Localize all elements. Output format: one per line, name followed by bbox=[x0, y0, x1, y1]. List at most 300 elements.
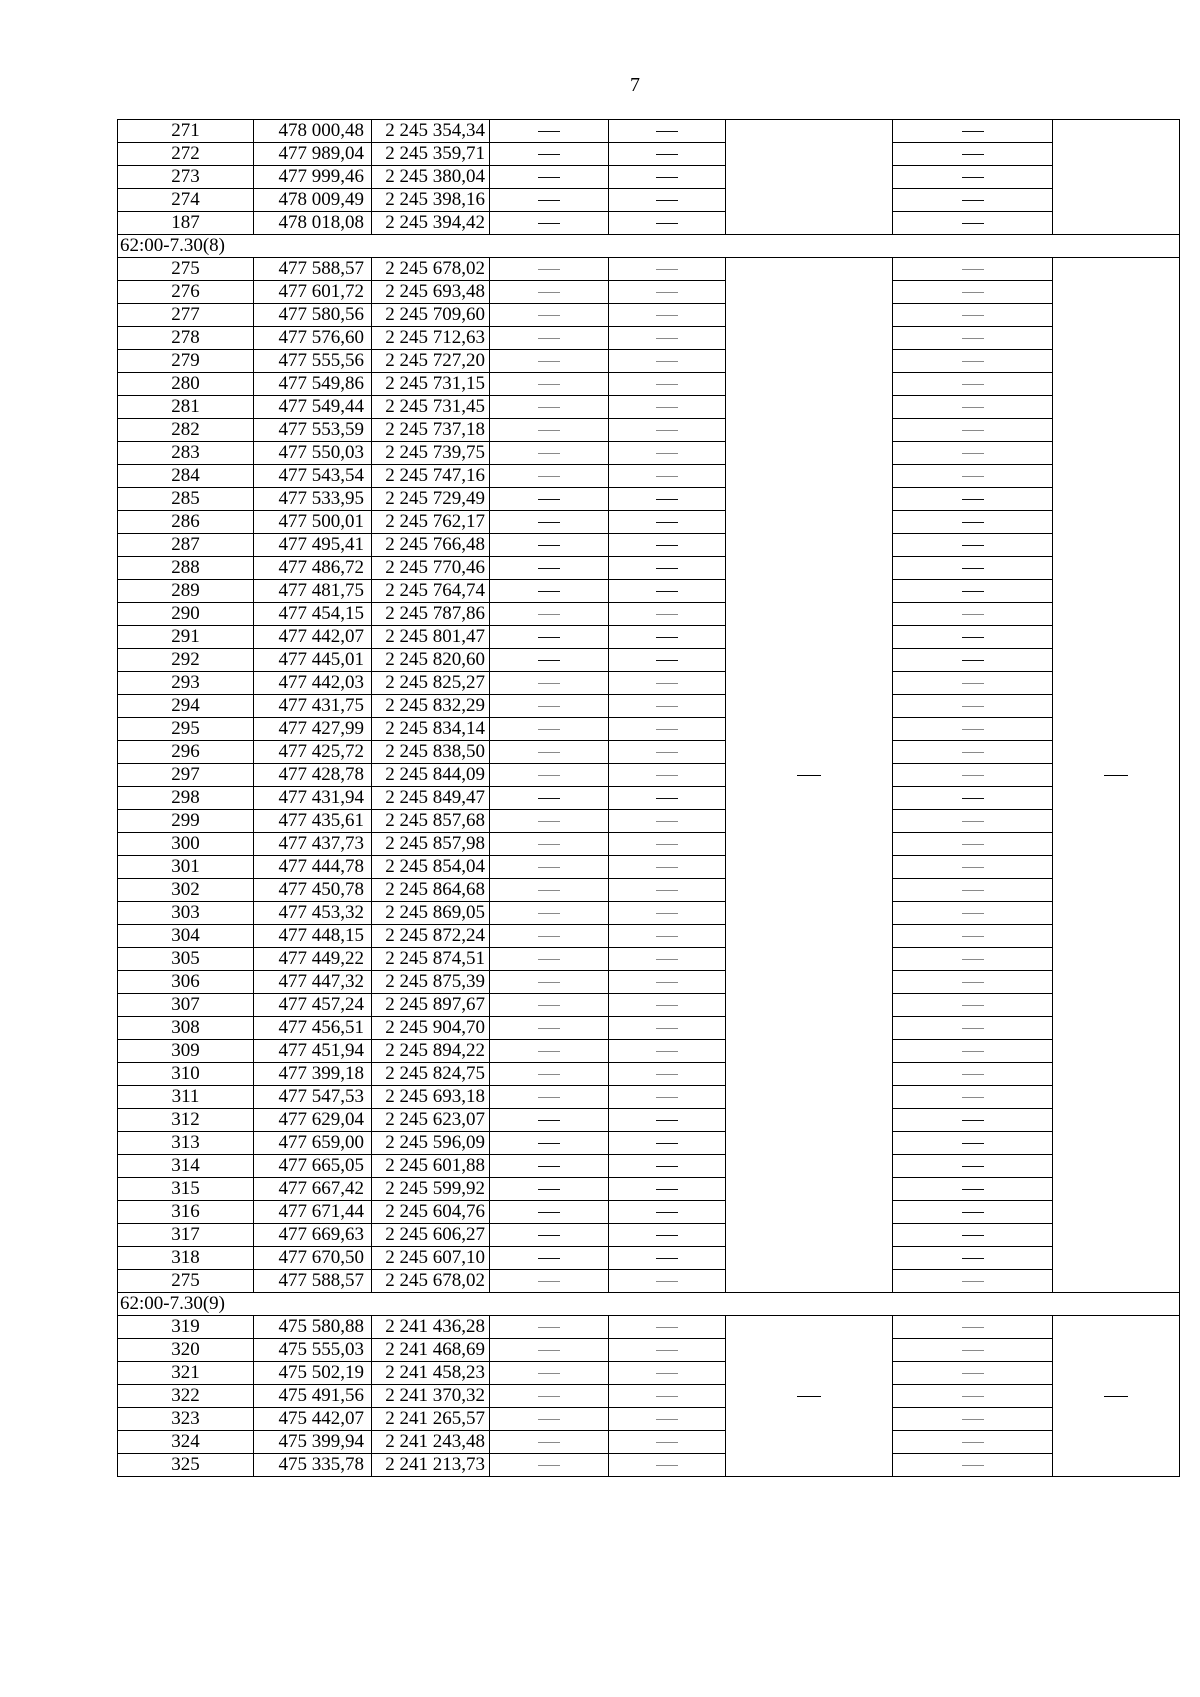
dash-mark bbox=[656, 568, 678, 569]
dash-mark bbox=[538, 338, 560, 339]
col7-dash bbox=[893, 350, 1053, 373]
dash-mark bbox=[656, 637, 678, 638]
col5-dash bbox=[609, 1063, 726, 1086]
col5-dash bbox=[609, 672, 726, 695]
coord-y: 2 245 770,46 bbox=[372, 557, 490, 580]
col4-dash bbox=[490, 327, 609, 350]
coord-x: 475 442,07 bbox=[254, 1408, 372, 1431]
coord-x: 477 437,73 bbox=[254, 833, 372, 856]
dash-mark bbox=[656, 407, 678, 408]
dash-mark bbox=[656, 131, 678, 132]
coord-x: 477 601,72 bbox=[254, 281, 372, 304]
dash-mark bbox=[538, 131, 560, 132]
point-number: 278 bbox=[118, 327, 254, 350]
coord-x: 477 435,61 bbox=[254, 810, 372, 833]
coord-x: 477 999,46 bbox=[254, 166, 372, 189]
point-number: 277 bbox=[118, 304, 254, 327]
dash-mark bbox=[656, 1005, 678, 1006]
dash-mark bbox=[538, 1051, 560, 1052]
coord-x: 477 533,95 bbox=[254, 488, 372, 511]
dash-mark bbox=[656, 982, 678, 983]
col7-dash bbox=[893, 511, 1053, 534]
point-number: 272 bbox=[118, 143, 254, 166]
table-row bbox=[118, 396, 1180, 419]
col4-dash bbox=[490, 902, 609, 925]
dash-mark bbox=[538, 706, 560, 707]
col7-dash bbox=[893, 971, 1053, 994]
coord-x: 475 491,56 bbox=[254, 1385, 372, 1408]
col4-dash bbox=[490, 396, 609, 419]
coord-x: 477 447,32 bbox=[254, 971, 372, 994]
table-row bbox=[118, 1086, 1180, 1109]
dash-mark bbox=[538, 1120, 560, 1121]
point-number: 308 bbox=[118, 1017, 254, 1040]
coord-y: 2 245 904,70 bbox=[372, 1017, 490, 1040]
merged-col6 bbox=[726, 120, 893, 235]
coord-x: 477 425,72 bbox=[254, 741, 372, 764]
col7-dash bbox=[893, 1408, 1053, 1431]
dash-mark bbox=[962, 1005, 984, 1006]
point-number: 282 bbox=[118, 419, 254, 442]
dash-mark bbox=[656, 913, 678, 914]
dash-mark bbox=[656, 1235, 678, 1236]
col5-dash bbox=[609, 787, 726, 810]
col4-dash bbox=[490, 718, 609, 741]
point-number: 187 bbox=[118, 212, 254, 235]
dash-mark bbox=[962, 890, 984, 891]
coord-y: 2 245 894,22 bbox=[372, 1040, 490, 1063]
dash-mark bbox=[962, 384, 984, 385]
dash-mark bbox=[656, 1166, 678, 1167]
dash-mark bbox=[538, 1281, 560, 1282]
col7-dash bbox=[893, 419, 1053, 442]
col5-dash bbox=[609, 189, 726, 212]
coord-x: 477 670,50 bbox=[254, 1247, 372, 1270]
dash-mark bbox=[538, 453, 560, 454]
coord-y: 2 245 875,39 bbox=[372, 971, 490, 994]
dash-mark bbox=[656, 1350, 678, 1351]
dash-mark bbox=[656, 591, 678, 592]
col4-dash bbox=[490, 764, 609, 787]
table-row bbox=[118, 1431, 1180, 1454]
coord-x: 475 335,78 bbox=[254, 1454, 372, 1477]
dash-mark bbox=[656, 177, 678, 178]
col4-dash bbox=[490, 189, 609, 212]
col4-dash bbox=[490, 419, 609, 442]
col5-dash bbox=[609, 971, 726, 994]
col4-dash bbox=[490, 810, 609, 833]
dash-mark bbox=[538, 1442, 560, 1443]
dash-mark bbox=[962, 1189, 984, 1190]
dash-mark bbox=[538, 384, 560, 385]
coord-y: 2 245 604,76 bbox=[372, 1201, 490, 1224]
table-row bbox=[118, 442, 1180, 465]
dash-mark bbox=[962, 1166, 984, 1167]
point-number: 271 bbox=[118, 120, 254, 143]
coord-y: 2 245 825,27 bbox=[372, 672, 490, 695]
col7-dash bbox=[893, 580, 1053, 603]
point-number: 283 bbox=[118, 442, 254, 465]
dash-mark bbox=[538, 637, 560, 638]
table-row bbox=[118, 1362, 1180, 1385]
col5-dash bbox=[609, 1086, 726, 1109]
table-row bbox=[118, 1224, 1180, 1247]
coord-y: 2 241 370,32 bbox=[372, 1385, 490, 1408]
col5-dash bbox=[609, 1316, 726, 1339]
col5-dash bbox=[609, 258, 726, 281]
col4-dash bbox=[490, 649, 609, 672]
col5-dash bbox=[609, 764, 726, 787]
col5-dash bbox=[609, 465, 726, 488]
col5-dash bbox=[609, 1362, 726, 1385]
dash-mark bbox=[962, 1097, 984, 1098]
coord-x: 477 671,44 bbox=[254, 1201, 372, 1224]
col7-dash bbox=[893, 1270, 1053, 1293]
dash-mark bbox=[962, 430, 984, 431]
col4-dash bbox=[490, 1316, 609, 1339]
coord-y: 2 245 854,04 bbox=[372, 856, 490, 879]
col7-dash bbox=[893, 1017, 1053, 1040]
coord-y: 2 241 468,69 bbox=[372, 1339, 490, 1362]
col7-dash bbox=[893, 787, 1053, 810]
coord-x: 478 018,08 bbox=[254, 212, 372, 235]
dash-mark bbox=[538, 775, 560, 776]
col7-dash bbox=[893, 718, 1053, 741]
col5-dash bbox=[609, 350, 726, 373]
dash-mark bbox=[538, 499, 560, 500]
col7-dash bbox=[893, 1454, 1053, 1477]
point-number: 294 bbox=[118, 695, 254, 718]
dash-mark bbox=[656, 292, 678, 293]
coord-x: 477 547,53 bbox=[254, 1086, 372, 1109]
dash-mark bbox=[538, 223, 560, 224]
dash-mark bbox=[656, 545, 678, 546]
dash-mark bbox=[538, 545, 560, 546]
dash-mark bbox=[538, 1189, 560, 1190]
col4-dash bbox=[490, 166, 609, 189]
col7-dash bbox=[893, 856, 1053, 879]
point-number: 295 bbox=[118, 718, 254, 741]
dash-mark bbox=[656, 1281, 678, 1282]
dash-mark bbox=[962, 1074, 984, 1075]
dash-mark bbox=[538, 1258, 560, 1259]
point-number: 284 bbox=[118, 465, 254, 488]
coord-x: 477 549,86 bbox=[254, 373, 372, 396]
point-number: 313 bbox=[118, 1132, 254, 1155]
dash-mark bbox=[538, 683, 560, 684]
table-row bbox=[118, 718, 1180, 741]
dash-mark bbox=[962, 1028, 984, 1029]
col5-dash bbox=[609, 511, 726, 534]
point-number: 289 bbox=[118, 580, 254, 603]
point-number: 305 bbox=[118, 948, 254, 971]
dash-mark bbox=[962, 1327, 984, 1328]
col4-dash bbox=[490, 1362, 609, 1385]
table-row bbox=[118, 1339, 1180, 1362]
point-number: 298 bbox=[118, 787, 254, 810]
table-row bbox=[118, 1155, 1180, 1178]
dash-mark bbox=[538, 867, 560, 868]
col4-dash bbox=[490, 350, 609, 373]
col4-dash bbox=[490, 304, 609, 327]
point-number: 275 bbox=[118, 1270, 254, 1293]
point-number: 279 bbox=[118, 350, 254, 373]
col7-dash bbox=[893, 1201, 1053, 1224]
dash-mark bbox=[656, 522, 678, 523]
table-row bbox=[118, 948, 1180, 971]
coord-y: 2 241 265,57 bbox=[372, 1408, 490, 1431]
dash-mark bbox=[656, 430, 678, 431]
col7-dash bbox=[893, 1339, 1053, 1362]
table-row bbox=[118, 672, 1180, 695]
point-number: 299 bbox=[118, 810, 254, 833]
table-row bbox=[118, 902, 1180, 925]
col7-dash bbox=[893, 304, 1053, 327]
table-row bbox=[118, 764, 1180, 787]
coord-y: 2 241 458,23 bbox=[372, 1362, 490, 1385]
col7-dash bbox=[893, 948, 1053, 971]
dash-mark bbox=[656, 1097, 678, 1098]
table-row bbox=[118, 1385, 1180, 1408]
coord-y: 2 245 599,92 bbox=[372, 1178, 490, 1201]
col7-dash bbox=[893, 212, 1053, 235]
point-number: 311 bbox=[118, 1086, 254, 1109]
table-row bbox=[118, 1040, 1180, 1063]
dash-mark bbox=[656, 660, 678, 661]
table-row bbox=[118, 856, 1180, 879]
table-row bbox=[118, 1063, 1180, 1086]
dash-mark bbox=[656, 821, 678, 822]
point-number: 325 bbox=[118, 1454, 254, 1477]
dash-mark bbox=[538, 1419, 560, 1420]
point-number: 291 bbox=[118, 626, 254, 649]
coord-y: 2 245 872,24 bbox=[372, 925, 490, 948]
col7-dash bbox=[893, 1040, 1053, 1063]
table-row bbox=[118, 1270, 1180, 1293]
coordinates-table bbox=[117, 119, 1180, 1477]
col5-dash bbox=[609, 1224, 726, 1247]
coord-x: 477 445,01 bbox=[254, 649, 372, 672]
col4-dash bbox=[490, 1431, 609, 1454]
col7-dash bbox=[893, 649, 1053, 672]
dash-mark bbox=[538, 1005, 560, 1006]
dash-mark bbox=[656, 1051, 678, 1052]
dash-mark bbox=[656, 1074, 678, 1075]
dash-mark bbox=[656, 1396, 678, 1397]
dash-mark bbox=[1104, 1396, 1128, 1397]
dash-mark bbox=[538, 821, 560, 822]
point-number: 301 bbox=[118, 856, 254, 879]
point-number: 303 bbox=[118, 902, 254, 925]
coord-x: 475 555,03 bbox=[254, 1339, 372, 1362]
coord-y: 2 245 606,27 bbox=[372, 1224, 490, 1247]
point-number: 286 bbox=[118, 511, 254, 534]
col7-dash bbox=[893, 1385, 1053, 1408]
col7-dash bbox=[893, 442, 1053, 465]
dash-mark bbox=[962, 545, 984, 546]
coord-y: 2 245 678,02 bbox=[372, 1270, 490, 1293]
table-row bbox=[118, 120, 1180, 143]
merged-col8 bbox=[1053, 120, 1180, 235]
dash-mark bbox=[962, 867, 984, 868]
dash-mark bbox=[962, 131, 984, 132]
col4-dash bbox=[490, 1247, 609, 1270]
dash-mark bbox=[656, 1189, 678, 1190]
dash-mark bbox=[656, 1028, 678, 1029]
col7-dash bbox=[893, 833, 1053, 856]
coord-y: 2 245 737,18 bbox=[372, 419, 490, 442]
col4-dash bbox=[490, 1201, 609, 1224]
table-row bbox=[118, 879, 1180, 902]
col5-dash bbox=[609, 649, 726, 672]
dash-mark bbox=[962, 1350, 984, 1351]
dash-mark bbox=[656, 1373, 678, 1374]
col5-dash bbox=[609, 1270, 726, 1293]
col5-dash bbox=[609, 879, 726, 902]
coord-y: 2 245 766,48 bbox=[372, 534, 490, 557]
coord-y: 2 245 359,71 bbox=[372, 143, 490, 166]
dash-mark bbox=[962, 200, 984, 201]
table-row bbox=[118, 925, 1180, 948]
coord-x: 477 442,03 bbox=[254, 672, 372, 695]
table-row bbox=[118, 419, 1180, 442]
coord-y: 2 245 712,63 bbox=[372, 327, 490, 350]
coord-x: 477 451,94 bbox=[254, 1040, 372, 1063]
col5-dash bbox=[609, 948, 726, 971]
dash-mark bbox=[656, 936, 678, 937]
col5-dash bbox=[609, 120, 726, 143]
table-row bbox=[118, 534, 1180, 557]
col5-dash bbox=[609, 373, 726, 396]
point-number: 307 bbox=[118, 994, 254, 1017]
dash-mark bbox=[962, 637, 984, 638]
col4-dash bbox=[490, 557, 609, 580]
table-row bbox=[118, 1178, 1180, 1201]
coord-y: 2 241 243,48 bbox=[372, 1431, 490, 1454]
col4-dash bbox=[490, 856, 609, 879]
dash-mark bbox=[538, 315, 560, 316]
col5-dash bbox=[609, 1017, 726, 1040]
col5-dash bbox=[609, 281, 726, 304]
col5-dash bbox=[609, 1155, 726, 1178]
point-number: 296 bbox=[118, 741, 254, 764]
table-row bbox=[118, 350, 1180, 373]
dash-mark bbox=[962, 1143, 984, 1144]
dash-mark bbox=[538, 292, 560, 293]
dash-mark bbox=[656, 384, 678, 385]
coord-x: 477 588,57 bbox=[254, 258, 372, 281]
dash-mark bbox=[656, 154, 678, 155]
coord-x: 477 580,56 bbox=[254, 304, 372, 327]
point-number: 317 bbox=[118, 1224, 254, 1247]
merged-col8 bbox=[1053, 1316, 1180, 1477]
col4-dash bbox=[490, 787, 609, 810]
coord-x: 477 555,56 bbox=[254, 350, 372, 373]
point-number: 319 bbox=[118, 1316, 254, 1339]
col7-dash bbox=[893, 1362, 1053, 1385]
coord-y: 2 245 747,16 bbox=[372, 465, 490, 488]
col5-dash bbox=[609, 1247, 726, 1270]
point-number: 275 bbox=[118, 258, 254, 281]
dash-mark bbox=[962, 775, 984, 776]
coord-x: 477 495,41 bbox=[254, 534, 372, 557]
coord-x: 477 629,04 bbox=[254, 1109, 372, 1132]
col5-dash bbox=[609, 810, 726, 833]
dash-mark bbox=[538, 1465, 560, 1466]
dash-mark bbox=[962, 591, 984, 592]
table-row bbox=[118, 810, 1180, 833]
col5-dash bbox=[609, 488, 726, 511]
coord-x: 477 667,42 bbox=[254, 1178, 372, 1201]
dash-mark bbox=[962, 1235, 984, 1236]
dash-mark bbox=[538, 476, 560, 477]
table-row bbox=[118, 465, 1180, 488]
table-row bbox=[118, 580, 1180, 603]
coord-x: 477 448,15 bbox=[254, 925, 372, 948]
col5-dash bbox=[609, 1109, 726, 1132]
dash-mark bbox=[538, 1074, 560, 1075]
col4-dash bbox=[490, 258, 609, 281]
col4-dash bbox=[490, 603, 609, 626]
coord-x: 475 502,19 bbox=[254, 1362, 372, 1385]
coord-y: 2 245 739,75 bbox=[372, 442, 490, 465]
dash-mark bbox=[538, 936, 560, 937]
col4-dash bbox=[490, 626, 609, 649]
dash-mark bbox=[962, 338, 984, 339]
dash-mark bbox=[962, 1051, 984, 1052]
dash-mark bbox=[962, 1396, 984, 1397]
point-number: 300 bbox=[118, 833, 254, 856]
col4-dash bbox=[490, 1132, 609, 1155]
point-number: 315 bbox=[118, 1178, 254, 1201]
coord-x: 475 399,94 bbox=[254, 1431, 372, 1454]
dash-mark bbox=[962, 844, 984, 845]
point-number: 310 bbox=[118, 1063, 254, 1086]
coord-y: 2 245 832,29 bbox=[372, 695, 490, 718]
point-number: 318 bbox=[118, 1247, 254, 1270]
coord-y: 2 245 844,09 bbox=[372, 764, 490, 787]
col7-dash bbox=[893, 1224, 1053, 1247]
col5-dash bbox=[609, 166, 726, 189]
coord-x: 477 543,54 bbox=[254, 465, 372, 488]
col5-dash bbox=[609, 534, 726, 557]
col7-dash bbox=[893, 994, 1053, 1017]
col4-dash bbox=[490, 1408, 609, 1431]
section-header-row bbox=[118, 1293, 1180, 1316]
point-number: 292 bbox=[118, 649, 254, 672]
dash-mark bbox=[656, 1212, 678, 1213]
dash-mark bbox=[538, 752, 560, 753]
table-row bbox=[118, 695, 1180, 718]
coord-y: 2 245 693,48 bbox=[372, 281, 490, 304]
merged-col6 bbox=[726, 1316, 893, 1477]
dash-mark bbox=[962, 269, 984, 270]
dash-mark bbox=[962, 913, 984, 914]
col4-dash bbox=[490, 442, 609, 465]
coord-x: 475 580,88 bbox=[254, 1316, 372, 1339]
col7-dash bbox=[893, 1431, 1053, 1454]
coord-y: 2 245 623,07 bbox=[372, 1109, 490, 1132]
table-row bbox=[118, 304, 1180, 327]
table-row bbox=[118, 971, 1180, 994]
table-row bbox=[118, 212, 1180, 235]
col4-dash bbox=[490, 1040, 609, 1063]
point-number: 324 bbox=[118, 1431, 254, 1454]
dash-mark bbox=[656, 499, 678, 500]
dash-mark bbox=[538, 1212, 560, 1213]
col5-dash bbox=[609, 718, 726, 741]
coord-x: 477 457,24 bbox=[254, 994, 372, 1017]
